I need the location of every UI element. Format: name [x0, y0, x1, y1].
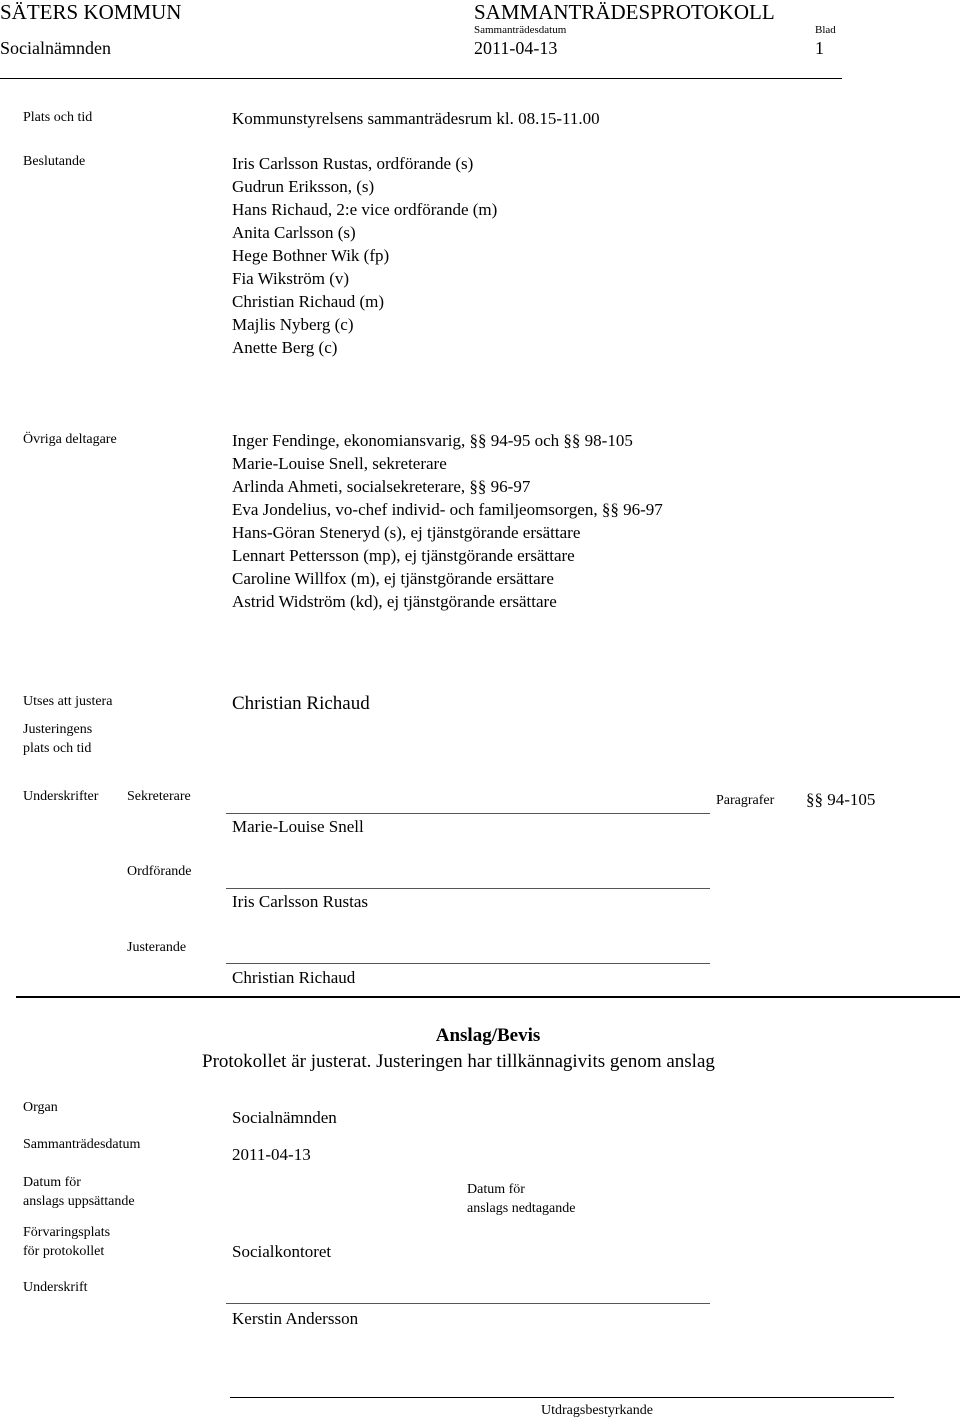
header-date: 2011-04-13 [474, 38, 558, 58]
list-item: Gudrun Eriksson, (s) [232, 177, 375, 196]
list-item: Fia Wikström (v) [232, 269, 350, 288]
certified-label: Utdragsbestyrkande [541, 1403, 653, 1418]
list-item: Arlinda Ahmeti, socialsekreterare, §§ 96-97 [232, 477, 531, 496]
header-page-label: Blad [815, 24, 836, 36]
adjuster-label: Utses att justera [23, 694, 113, 709]
list-item: Hans-Göran Steneryd (s), ej tjänstgörande ersättare [232, 523, 581, 542]
place-time-label: Plats och tid [23, 110, 93, 125]
footer-divider [230, 1397, 894, 1398]
notice-signature-line [226, 1303, 710, 1304]
meeting-date-value: 2011-04-13 [232, 1145, 311, 1164]
header-date-label: Sammanträdesdatum [474, 24, 567, 36]
list-item: Anita Carlsson (s) [232, 223, 356, 242]
paragraphs-value: §§ 94-105 [806, 790, 876, 809]
storage-label: Förvaringsplats för protokollet [23, 1225, 111, 1259]
list-item: Majlis Nyberg (c) [232, 315, 354, 334]
list-item: Astrid Widström (kd), ej tjänstgörande ersättare [232, 592, 557, 611]
other-participants-label: Övriga deltagare [23, 432, 117, 447]
header-organ: Socialnämnden [0, 38, 111, 58]
list-item: Inger Fendinge, ekonomiansvarig, §§ 94-95 och §§ 98-105 [232, 431, 633, 450]
header-divider [0, 78, 842, 79]
secretary-signature-line [226, 813, 710, 814]
organ-value: Socialnämnden [232, 1108, 337, 1127]
adjuster-signature-label: Justerande [127, 940, 187, 955]
list-item: Marie-Louise Snell, sekreterare [232, 454, 447, 473]
document-type: SAMMANTRÄDESPROTOKOLL [474, 0, 775, 24]
secretary-name: Marie-Louise Snell [232, 817, 364, 836]
notice-text: Protokollet är justerat. Justeringen har tillkännagivits genom anslag [202, 1051, 715, 1072]
signatures-label: Underskrifter [23, 789, 99, 804]
organ-label: Organ [23, 1100, 58, 1115]
list-item: Iris Carlsson Rustas, ordförande (s) [232, 154, 474, 173]
other-participants-list [232, 429, 663, 613]
posted-date-label: Datum för anslags uppsättande [23, 1175, 135, 1209]
decision-makers-label: Beslutande [23, 154, 86, 169]
list-item: Lennart Pettersson (mp), ej tjänstgörande ersättare [232, 546, 575, 565]
list-item: Christian Richaud (m) [232, 292, 385, 311]
adjustment-place-time-label: Justeringens plats och tid [23, 722, 93, 756]
list-item: Eva Jondelius, vo-chef individ- och familjeomsorgen, §§ 96-97 [232, 500, 663, 519]
header-page-number: 1 [815, 38, 824, 58]
signature-label: Underskrift [23, 1280, 88, 1295]
list-item: Anette Berg (c) [232, 338, 338, 357]
municipality-name: SÄTERS KOMMUN [0, 0, 182, 24]
chair-label: Ordförande [127, 864, 192, 879]
chair-name: Iris Carlsson Rustas [232, 892, 368, 911]
chair-signature-line [226, 888, 710, 889]
list-item: Hege Bothner Wik (fp) [232, 246, 390, 265]
section-divider [16, 996, 960, 998]
place-time-value: Kommunstyrelsens sammanträdesrum kl. 08.15-11.00 [232, 109, 600, 128]
meeting-date-label: Sammanträdesdatum [23, 1137, 141, 1152]
list-item: Hans Richaud, 2:e vice ordförande (m) [232, 200, 498, 219]
secretary-label: Sekreterare [127, 789, 191, 804]
decision-makers-list [232, 152, 497, 359]
adjuster-signature-line [226, 963, 710, 964]
paragraphs-label: Paragrafer [716, 793, 775, 808]
signature-value: Kerstin Andersson [232, 1309, 359, 1328]
storage-value: Socialkontoret [232, 1242, 332, 1261]
list-item: Caroline Willfox (m), ej tjänstgörande ersättare [232, 569, 554, 588]
removed-date-label: Datum för anslags nedtagande [467, 1182, 576, 1216]
notice-title: Anslag/Bevis [435, 1025, 541, 1046]
adjuster-name: Christian Richaud [232, 968, 356, 987]
adjuster-value: Christian Richaud [232, 693, 370, 714]
